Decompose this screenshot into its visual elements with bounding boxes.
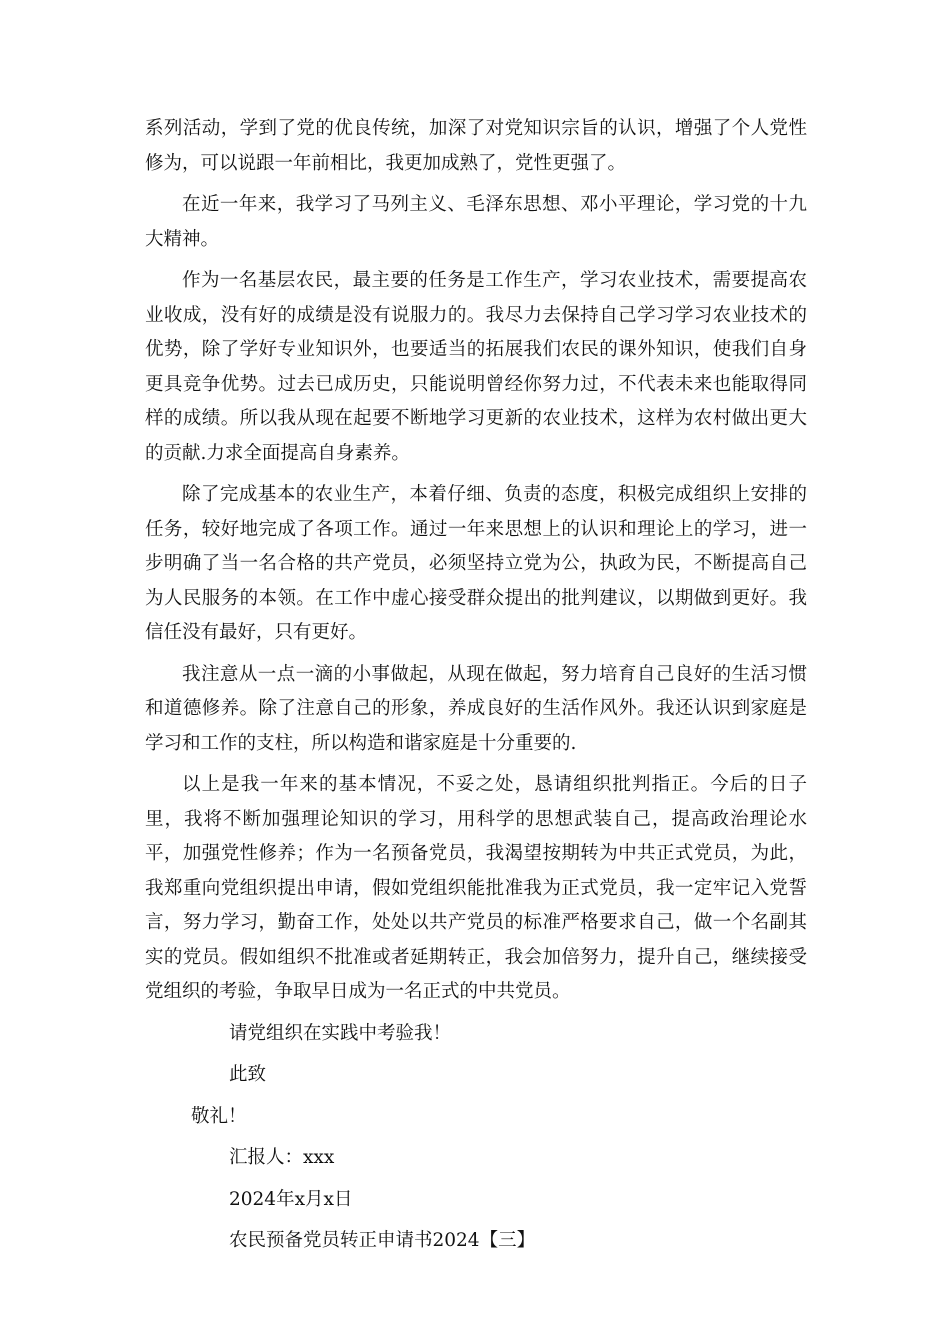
next-section-title: 农民预备党员转正申请书2024【三】: [229, 1230, 536, 1251]
closing-request: 请党组织在实践中考验我！: [229, 1022, 452, 1044]
document-body: [145, 112, 807, 1266]
paragraph-4: 除了完成基本的农业生产，本着仔细、负责的态度，积极完成组织上安排的任务，较好地完成了各项工作。通过一年来思想上的认识和理论上的学习，进一步明确了当一名合格的共产党员，必须坚持立党为公，执政为民，不断提高自己为人民服务的本领。在工作中虚心接受群众提出的批判建议，以期做到更好。我信任没有最好，只有更好。: [145, 484, 807, 643]
paragraph-6: 以上是我一年来的基本情况，不妥之处，恳请组织批判指正。今后的日子里，我将不断加强理论知识的学习，用科学的思想武装自己，提高政治理论水平，加强党性修养；作为一名预备党员，我渴望按期转为中共正式党员，为此，我郑重向党组织提出申请，假如党组织能批准我为正式党员，我一定牢记入党誓言，努力学习，勤奋工作，处处以共产党员的标准严格要求自己，做一个名副其实的党员。假如组织不批准或者延期转正，我会加倍努力，提升自己，继续接受党组织的考验，争取早日成为一名正式的中共党员。: [145, 774, 807, 1002]
closing-greeting-cizhi: 此致: [229, 1064, 267, 1085]
paragraph-1: 系列活动，学到了党的优良传统，加深了对党知识宗旨的认识，增强了个人党性修为，可以说跟一年前相比，我更加成熟了，党性更强了。: [145, 118, 807, 174]
report-date: 2024年x月x日: [229, 1188, 353, 1210]
paragraph-5: 我注意从一点一滴的小事做起，从现在做起，努力培育自己良好的生活习惯和道德修养。除了注意自己的形象，养成良好的生活作风外。我还认识到家庭是学习和工作的支柱，所以构造和谐家庭是十分重要的.: [145, 663, 807, 754]
closing-greeting-jingli: 敬礼！: [191, 1105, 247, 1127]
paragraph-2: 在近一年来，我学习了马列主义、毛泽东思想、邓小平理论，学习党的十九大精神。: [145, 194, 807, 250]
reporter-signature: 汇报人：xxx: [229, 1147, 335, 1168]
paragraph-3: 作为一名基层农民，最主要的任务是工作生产，学习农业技术，需要提高农业收成，没有好的成绩是没有说服力的。我尽力去保持自己学习学习农业技术的优势，除了学好专业知识外，也要适当的拓展我们农民的课外知识，使我们自身更具竞争优势。过去已成历史，只能说明曾经你努力过，不代表未来也能取得同样的成绩。所以我从现在起要不断地学习更新的农业技术，这样为农村做出更大的贡献.力求全面提高自身素养。: [145, 270, 807, 464]
